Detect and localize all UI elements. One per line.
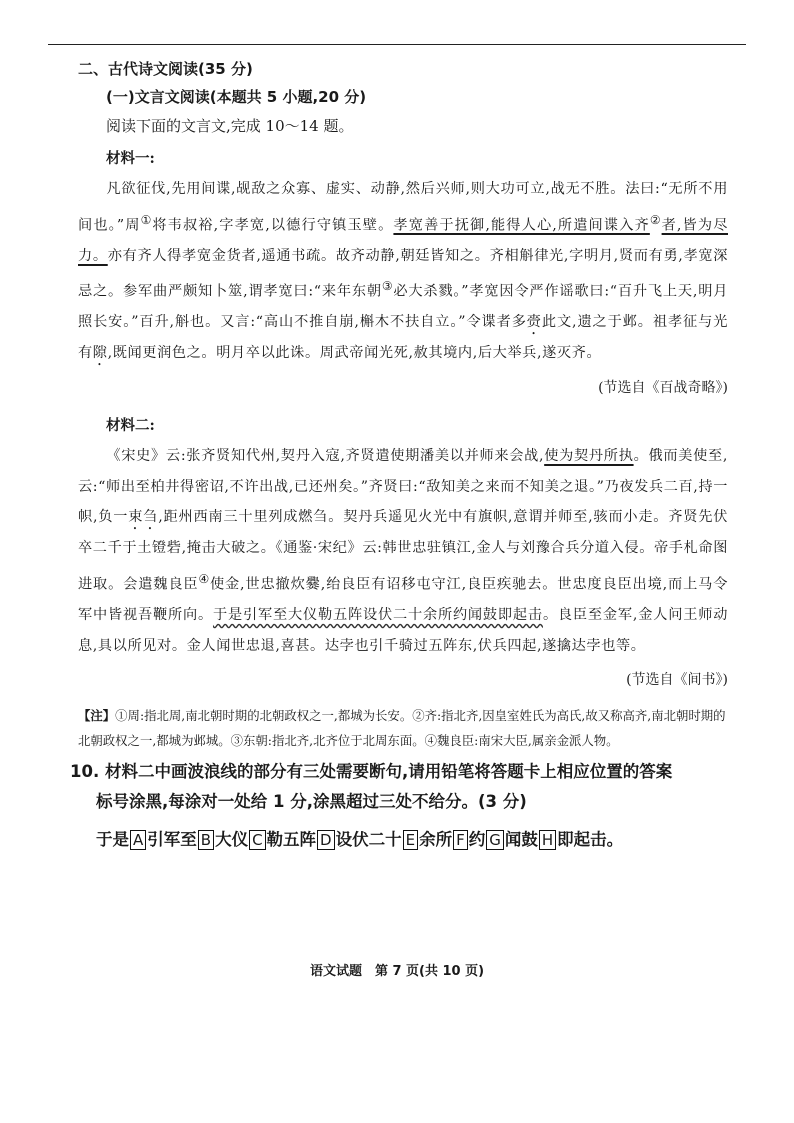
text-run: 。俄而美使至,云:“师出至柏井得密诏,不许出战,已还州矣。”齐贤曰:“敌知美之来而不知美之退。”乃夜发兵二百,持一帜,负一 bbox=[78, 448, 728, 526]
answer-segment: 引军至 bbox=[147, 830, 197, 850]
material-two-label: 材料二: bbox=[106, 417, 155, 435]
text-run: ,既闻更润色之。明月卒以此诛。周武帝闻光死,赦其境内,后大举兵,遂灭齐。 bbox=[107, 345, 602, 362]
underlined-text: 者,皆为尽力。 bbox=[78, 217, 728, 264]
notes-label: 【注】 bbox=[78, 708, 116, 724]
dotted-char: 刍 bbox=[143, 509, 159, 526]
answer-box-g[interactable]: G bbox=[486, 830, 504, 850]
footnote-mark: ① bbox=[140, 212, 153, 227]
footnote-mark: ③ bbox=[381, 279, 394, 294]
answer-box-a[interactable]: A bbox=[130, 830, 146, 850]
text-run: 凡欲征伐,先用间谍,觇敌之众寡、虚实、动静,然后兴师,则大功可立,战无不胜。法曰:“无所不用间也。”周 bbox=[78, 181, 728, 234]
annotation-notes bbox=[78, 703, 728, 753]
material-one-text bbox=[78, 174, 728, 369]
answer-segment: 余所 bbox=[419, 830, 453, 850]
question-line-2: 标号涂黑,每涂对一处给 1 分,涂黑超过三处不给分。(3 分) bbox=[96, 792, 527, 812]
answer-box-d[interactable]: D bbox=[317, 830, 335, 850]
section-heading: 二、古代诗文阅读(35 分) bbox=[78, 60, 253, 78]
answer-box-e[interactable]: E bbox=[403, 830, 418, 850]
answer-box-c[interactable]: C bbox=[249, 830, 265, 850]
dotted-char: 赍 bbox=[526, 314, 542, 331]
text-run: 。良臣至金军,金人问王师动息,具以所见对。金人闻世忠退,喜甚。达孛也引千骑过五阵东,伏兵四起,遂擒达孛也等。 bbox=[78, 607, 729, 654]
answer-segment: 设伏二十 bbox=[335, 830, 402, 850]
exam-page bbox=[70, 56, 729, 855]
question-line-1: 10. 材料二中画波浪线的部分有三处需要断句,请用铅笔将答题卡上相应位置的答案 bbox=[70, 762, 673, 782]
material-one-label: 材料一: bbox=[106, 150, 155, 167]
answer-sentence bbox=[96, 825, 728, 855]
page-footer: 语文试题 第 7 页(共 10 页) bbox=[309, 964, 485, 979]
text-run: 《宋史》云:张齐贤知代州,契丹入寇,齐贤遣使期潘美以并师来会战, bbox=[106, 448, 545, 465]
top-rule bbox=[48, 44, 746, 45]
dotted-char: 束 bbox=[128, 509, 144, 526]
answer-box-b[interactable]: B bbox=[198, 830, 214, 850]
question-10 bbox=[70, 757, 728, 817]
material-one-source: (节选自《百战奇略》) bbox=[598, 380, 728, 397]
footnote-mark: ④ bbox=[198, 571, 210, 586]
answer-segment: 约 bbox=[468, 830, 486, 850]
text-run: 必大杀戮。”孝宽因令严作谣歌曰:“百升飞上天,明月照长安。”百升,斛也。又言:“高山不推自崩,槲木不扶自立。”令谍者多 bbox=[78, 283, 729, 331]
material-one-passage bbox=[78, 174, 728, 369]
answer-segment: 闻鼓 bbox=[504, 830, 538, 850]
answer-segment: 大仪 bbox=[215, 830, 249, 850]
material-two-passage bbox=[78, 441, 728, 661]
text-run: 此文,遗之于邺。祖孝征与光有 bbox=[78, 314, 729, 362]
material-two-text bbox=[78, 441, 728, 661]
footnote-mark: ② bbox=[649, 212, 662, 227]
answer-box-h[interactable]: H bbox=[539, 830, 556, 850]
dotted-char: 隙 bbox=[92, 345, 108, 362]
text-run: 使金,世忠撤炊爨,绐良臣有诏移屯守江,良臣疾驰去。世忠度良臣出境,而上马令军中皆视吾鞭所向。 bbox=[78, 576, 728, 624]
text-run: ,距州西南三十里列成燃刍。契丹兵遥见火光中有旗帜,意谓并师至,骇而小走。齐贤先伏卒二千于土镫砦,掩击大破之。《通鉴·宋纪》云:韩世忠驻镇江,金人与刘豫合兵分道入侵。帝手札命图进取。会遣魏良臣 bbox=[78, 509, 728, 593]
text-run: 亦有齐人得孝宽金货者,遥通书疏。故齐动静,朝廷皆知之。齐相斛律光,字明月,贤而有勇,孝宽深忌之。参军曲严颇知卜筮,谓孝宽曰:“来年东朝 bbox=[78, 247, 728, 300]
answer-segment: 即起击。 bbox=[557, 830, 624, 850]
answer-segment: 勒五阵 bbox=[266, 830, 317, 850]
text-run: 将韦叔裕,字孝宽,以德行守镇玉壁。 bbox=[152, 217, 394, 234]
answer-lead: 于是 bbox=[96, 830, 129, 850]
answer-box-f[interactable]: F bbox=[453, 830, 468, 850]
subsection-heading: (一)文言文阅读(本题共 5 小题,20 分) bbox=[106, 88, 367, 106]
instruction: 阅读下面的文言文,完成 10～14 题。 bbox=[106, 117, 354, 135]
underlined-text: 使为契丹所执 bbox=[544, 448, 634, 465]
underlined-text: 孝宽善于抚御,能得人心,所遣间谍入齐 bbox=[393, 217, 650, 234]
wavy-underlined-text: 于是引军至大仪勒五阵设伏二十余所约闻鼓即起击 bbox=[212, 607, 543, 624]
notes-text: ①周:指北周,南北朝时期的北朝政权之一,都城为长安。②齐:指北齐,因皇室姓氏为高氏,故又称高齐,南北朝时期的北朝政权之一,都城为邺城。③东朝:指北齐,北齐位于北周东面。④魏良臣:南宋大臣,属亲金派人物。 bbox=[78, 708, 726, 749]
material-two-source: (节选自《间书》) bbox=[626, 672, 728, 689]
